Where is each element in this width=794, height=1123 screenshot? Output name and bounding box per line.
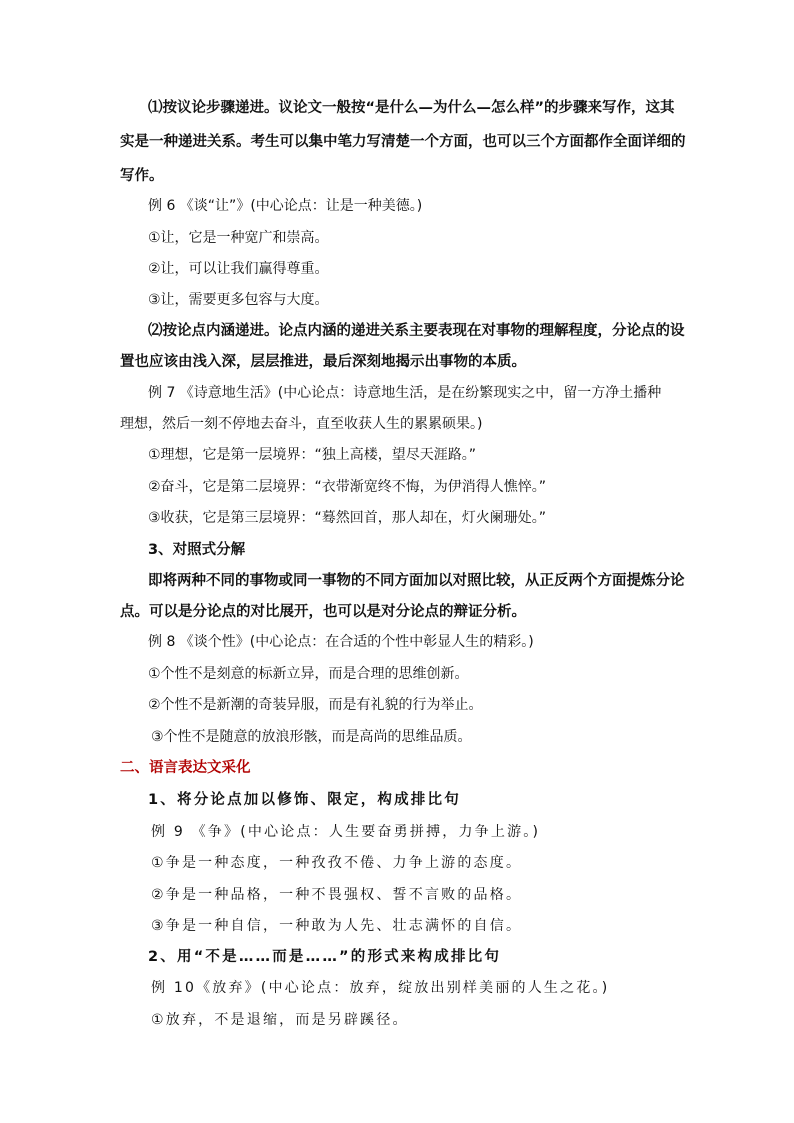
example-8-title: 例 8 《谈个性》(中心论点：在合适的个性中彰显人生的精彩。)	[148, 634, 534, 650]
example-7-point-2: ②奋斗，它是第二层境界：“衣带渐宽终不悔，为伊消得人憔悴。”	[148, 479, 547, 495]
example-8-point-1: ①个性不是刻意的标新立异，而是合理的思维创新。	[148, 666, 469, 682]
example-7-point-3: ③收获，它是第三层境界：“蓦然回首，那人却在，灯火阑珊处。”	[148, 510, 547, 526]
contrast-para-line2: 点。可以是分论点的对比展开，也可以是对分论点的辩证分析。	[120, 604, 526, 620]
example-10-point-1: ①放弃，不是退缩，而是另辟蹊径。	[151, 1012, 409, 1028]
contrast-heading: 3、对照式分解	[148, 542, 246, 558]
example-6-point-2: ②让，可以让我们赢得尊重。	[148, 261, 329, 277]
para-step-progression-line3: 写作。	[120, 168, 164, 184]
example-7-line1: 例 7 《诗意地生活》(中心论点：诗意地生活，是在纷繁现实之中，留一方净土播种	[148, 385, 662, 401]
example-9-point-3: ③争是一种自信，一种敢为人先、壮志满怀的自信。	[151, 918, 523, 934]
para-step-progression-line1: ⑴按议论步骤递进。议论文一般按“是什么—为什么—怎么样”的步骤来写作，这其	[148, 100, 675, 116]
section-2-heading: 二、语言表达文采化	[120, 760, 251, 776]
example-8-point-2: ②个性不是新潮的奇装异服，而是有礼貌的行为举止。	[148, 697, 483, 713]
example-7-line2: 理想，然后一刻不停地去奋斗，直至收获人生的累累硕果。)	[120, 416, 483, 432]
contrast-para-line1: 即将两种不同的事物或同一事物的不同方面加以对照比较，从正反两个方面提炼分论	[148, 573, 685, 589]
para-connotation-progression-line1: ⑵按论点内涵递进。论点内涵的递进关系主要表现在对事物的理解程度，分论点的设	[148, 323, 685, 339]
example-10-title: 例 10《放弃》(中心论点：放弃，绽放出别样美丽的人生之花。)	[151, 980, 610, 996]
example-6-point-1: ①让，它是一种宽广和崇高。	[148, 230, 329, 246]
example-9-point-1: ①争是一种态度，一种孜孜不倦、力争上游的态度。	[151, 855, 523, 871]
example-8-point-3: ③个性不是随意的放浪形骸，而是高尚的思维品质。	[151, 729, 472, 745]
subheading-1: 1、将分论点加以修饰、限定，构成排比句	[148, 792, 461, 808]
example-7-point-1: ①理想，它是第一层境界：“独上高楼，望尽天涯路。”	[148, 447, 477, 463]
para-connotation-progression-line2: 置也应该由浅入深，层层推进，最后深刻地揭示出事物的本质。	[120, 354, 526, 370]
para-step-progression-line2: 实是一种递进关系。考生可以集中笔力写清楚一个方面，也可以三个方面都作全面详细的	[120, 134, 686, 150]
example-6-point-3: ③让，需要更多包容与大度。	[148, 292, 329, 308]
subheading-2: 2、用“不是……而是……”的形式来构成排比句	[148, 949, 502, 965]
example-6-title: 例 6 《谈“让”》(中心论点：让是一种美德。)	[148, 198, 423, 214]
example-9-title: 例 9 《争》(中心论点：人生要奋勇拼搏，力争上游。)	[151, 824, 541, 840]
example-9-point-2: ②争是一种品格，一种不畏强权、誓不言败的品格。	[151, 887, 523, 903]
